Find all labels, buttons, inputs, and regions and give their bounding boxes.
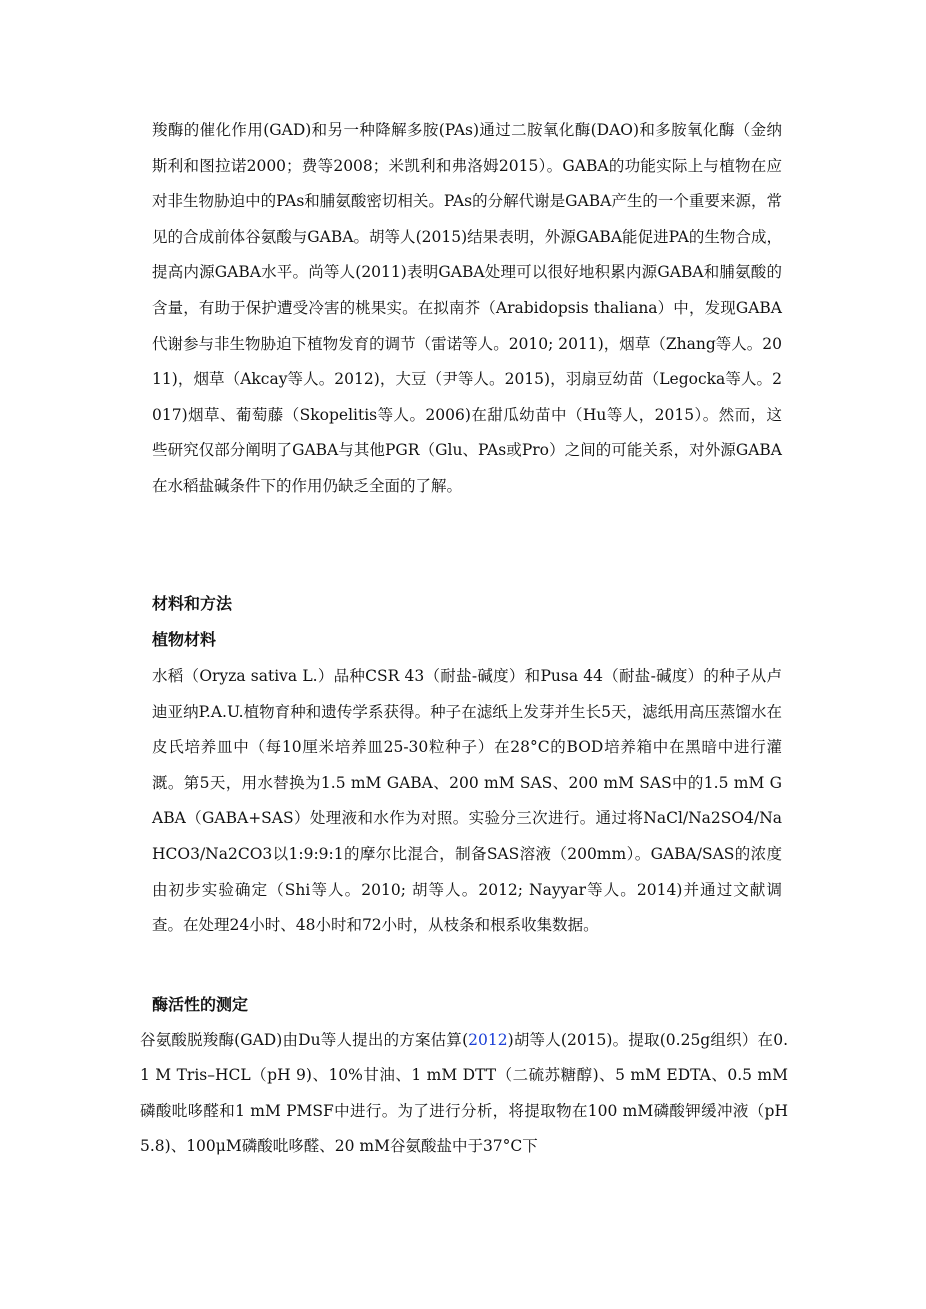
intro-paragraph: 羧酶的催化作用(GAD)和另一种降解多胺(PAs)通过二胺氧化酶(DAO)和多胺氧化酶（金纳斯利和图拉诺2000；费等2008；米凯利和弗洛姆2015）。GABA的功能实际上与植物在应对非生物胁迫中的PAs和脯氨酸密切相关。PAs的分解代谢是GABA产生的一个重要来源，常见的合成前体谷氨酸与GABA。胡等人(2015)结果表明，外源GABA能促进PA的生物合成，提高内源GABA水平。尚等人(2011)表明GABA处理可以很好地积累内源GABA和脯氨酸的含量，有助于保护遭受冷害的桃果实。在拟南芥（Arabidopsis thaliana）中，发现GABA代谢参与非生物胁迫下植物发育的调节（雷诺等人。2010; 2011)，烟草（Zhang等人。2011)，烟草（Akcay等人。2012)，大豆（尹等人。2015)，羽扇豆幼苗（Legocka等人。2017)烟草、葡萄藤（Skopelitis等人。2006)在甜瓜幼苗中（Hu等人，2015）。然而，这些研究仅部分阐明了GABA与其他PGR（Glu、PAs或Pro）之间的可能关系，对外源GABA在水稻盐碱条件下的作用仍缺乏全面的了解。 [152, 121, 782, 495]
enzyme-activity-heading: 酶活性的测定 [152, 995, 249, 1014]
plant-material-paragraph: 水稻（Oryza sativa L.）品种CSR 43（耐盐-碱度）和Pusa 44（耐盐-碱度）的种子从卢迪亚纳P.A.U.植物育种和遗传学系获得。种子在滤纸上发芽并生长5天，滤纸用高压蒸馏水在皮氏培养皿中（每10厘米培养皿25-30粒种子）在28°C的BOD培养箱中在黑暗中进行灌溉。第5天，用水替换为1.5 mM GABA、200 mM SAS、200 mM SAS中的1.5 mM GABA（GABA+SAS）处理液和水作为对照。实验分三次进行。通过将NaCl/Na2SO4/NaHCO3/Na2CO3以1:9:9:1的摩尔比混合，制备SAS溶液（200mm）。GABA/SAS的浓度由初步实验确定（Shi等人。2010; 胡等人。2012; Nayyar等人。2014)并通过文献调查。在处理24小时、48小时和72小时，从枝条和根系收集数据。 [152, 667, 782, 935]
citation-link-2012[interactable]: 2012 [468, 1031, 508, 1049]
materials-methods-heading: 材料和方法 [152, 594, 233, 613]
enzyme-activity-paragraph [140, 1023, 788, 1165]
enzyme-text-part-2: )胡等人(2015)。提取(0.25g组织）在0.1 M Tris–HCL（pH 9)、10%甘油、1 mM DTT（二硫苏糖醇)、5 mM EDTA、0.5 mM磷酸吡哆醛和1 mM PMSF中进行。为了进行分析，将提取物在100 mM磷酸钾缓冲液（pH 5.8)、100μM磷酸吡哆醛、20 mM谷氨酸盐中于37°C下 [140, 1031, 789, 1156]
plant-material-heading: 植物材料 [152, 630, 217, 649]
enzyme-text-part-1: 谷氨酸脱羧酶(GAD)由Du等人提出的方案估算( [140, 1031, 469, 1049]
